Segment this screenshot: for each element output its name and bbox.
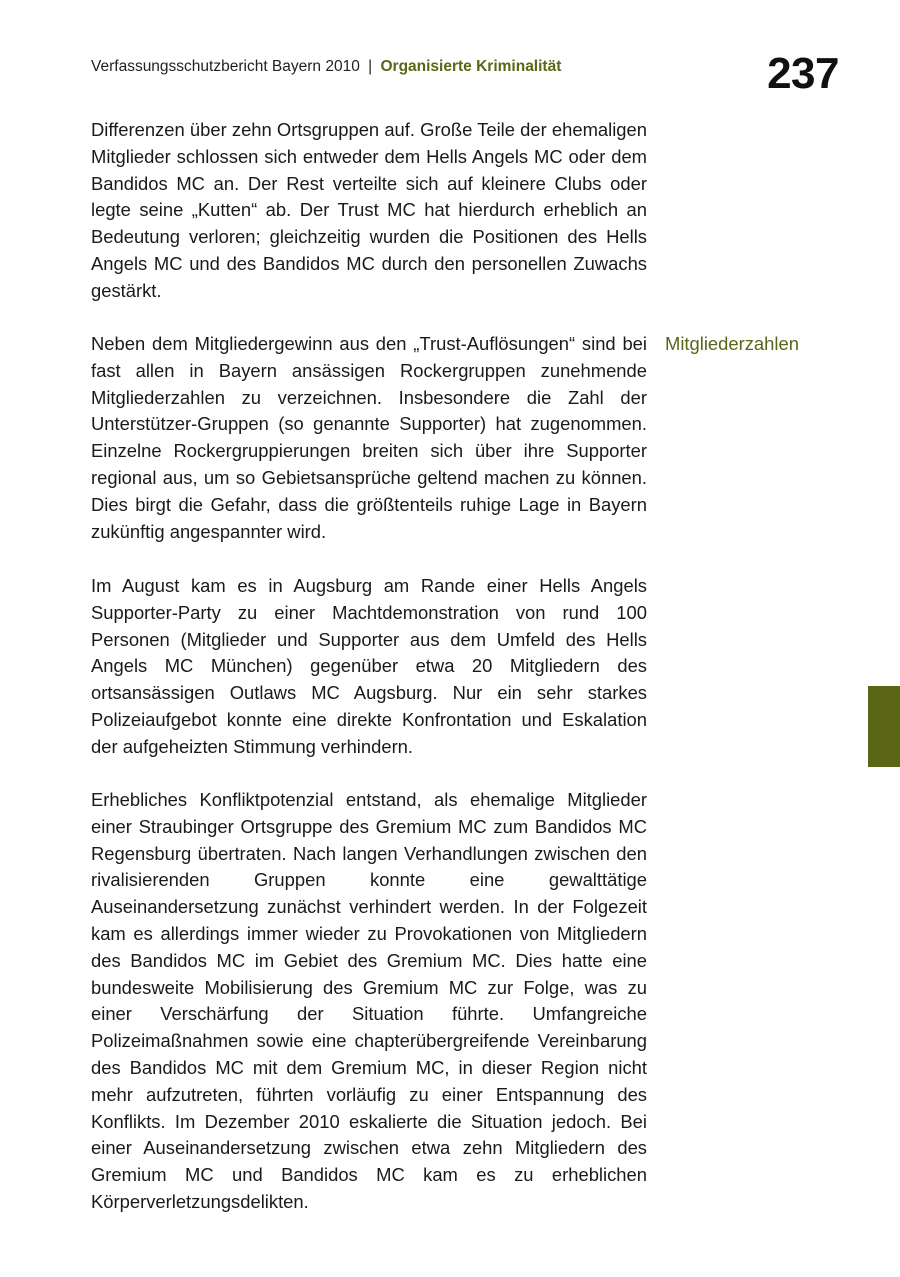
paragraph-3: Im August kam es in Augsburg am Rande einer Hells Angels Supporter-Party zu einer Machtdemonstration von rund 100 Personen (Mitglieder und Supporter aus dem Umfeld des Hells Angels MC München) gegenüber etwa 20 Mitgliedern des ortsansässigen Outlaws MC Augsburg. Nur ein sehr starkes Polizeiaufgebot konnte eine direkte Konfrontation und Eskalation der aufgeheizten Stimmung verhindern.: [91, 575, 647, 757]
page-number: 237: [767, 49, 839, 98]
paragraph-2: Neben dem Mitgliedergewinn aus den „Trust-Auflösungen“ sind bei fast allen in Bayern ansässigen Rockergruppen zunehmende Mitgliederzahlen zu verzeichnen. Insbesondere die Zahl der Unterstützer-Gruppen (so genannte Supporter) hat zugenommen. Einzelne Rockergruppierungen breiten sich über ihre Supporter regional aus, um so Gebietsansprüche geltend machen zu können. Dies birgt die Gefahr, dass die größtenteils ruhige Lage in Bayern zukünftig angespannter wird.: [91, 333, 647, 542]
margin-note-mitgliederzahlen: Mitgliederzahlen: [665, 333, 799, 354]
publication-title: Verfassungsschutzbericht Bayern 2010: [91, 58, 360, 75]
running-header: [91, 58, 561, 76]
header-separator: |: [368, 58, 373, 75]
section-title: Organisierte Kriminalität: [380, 58, 562, 75]
paragraph-1: Differenzen über zehn Ortsgruppen auf. Große Teile der ehemaligen Mitglieder schlossen sich entweder dem Hells Angels MC oder dem Bandidos MC an. Der Rest verteilte sich auf kleinere Clubs oder legte seine „Kutten“ ab. Der Trust MC hat hierdurch erheblich an Bedeutung verloren; gleichzeitig wurden die Positionen des Hells Angels MC und des Bandidos MC durch den personellen Zuwachs gestärkt.: [91, 119, 647, 301]
chapter-tab-marker: [868, 686, 900, 767]
paragraph-4: Erhebliches Konfliktpotenzial entstand, als ehemalige Mitglieder einer Straubinger Ortsgruppe des Gremium MC zum Bandidos MC Regensburg übertraten. Nach langen Verhandlungen zwischen den rivalisierenden Gruppen konnte eine gewalttätige Auseinandersetzung zunächst verhindert werden. In der Folgezeit kam es allerdings immer wieder zu Provokationen von Mitgliedern des Bandidos MC im Gebiet des Gremium MC. Dies hatte eine bundesweite Mobilisierung des Gremium MC zur Folge, was zu einer Verschärfung der Situation führte. Umfangreiche Polizeimaßnahmen sowie eine chapterübergreifende Vereinbarung des Bandidos MC mit dem Gremium MC, in dieser Region nicht mehr aufzutreten, führten vorläufig zu einer Entspannung des Konflikts. Im Dezember 2010 eskalierte die Situation jedoch. Bei einer Auseinandersetzung zwischen etwa zehn Mitgliedern des Gremium MC und Bandidos MC kam es zu erheblichen Körperverletzungsdelikten.: [91, 789, 647, 1212]
